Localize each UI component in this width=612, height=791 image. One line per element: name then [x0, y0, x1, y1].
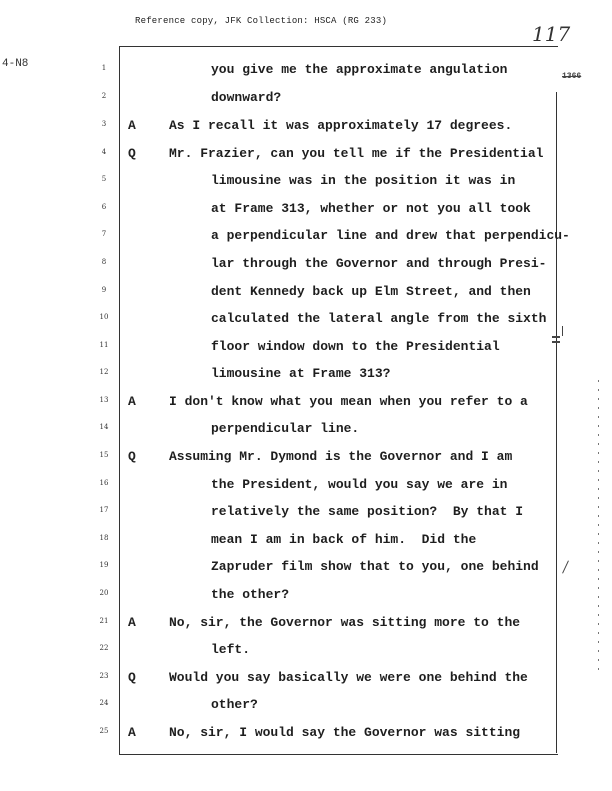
testimony-text: Assuming Mr. Dymond is the Governor and I am — [169, 449, 513, 464]
testimony-text: Zapruder film show that to you, one behind — [211, 559, 539, 574]
line-number: 19 — [99, 561, 109, 569]
speaker-label: Q — [128, 146, 136, 161]
margin-identifier: 4-N8 — [2, 58, 29, 70]
line-number: 13 — [99, 396, 109, 404]
line-number: 23 — [99, 672, 109, 680]
testimony-text: As I recall it was approximately 17 degrees. — [169, 118, 513, 133]
testimony-text: the other? — [211, 587, 290, 602]
speaker-label: A — [128, 615, 136, 630]
testimony-text: at Frame 313, whether or not you all took — [211, 201, 531, 216]
testimony-text: other? — [211, 697, 258, 712]
page-number: 117 — [532, 22, 571, 46]
line-number: 8 — [101, 258, 107, 266]
testimony-text: limousine at Frame 313? — [211, 366, 391, 381]
testimony-text: a perpendicular line and drew that perpendicu- — [211, 228, 570, 243]
margin-tick-mark — [562, 560, 569, 573]
stray-margin-mark: 1366 — [562, 72, 582, 81]
line-number: 22 — [99, 644, 109, 652]
testimony-text: downward? — [211, 90, 282, 105]
line-number: 1 — [101, 64, 107, 72]
line-number: 21 — [99, 617, 109, 625]
line-number: 3 — [101, 120, 107, 128]
testimony-text: Would you say basically we were one behind the — [169, 670, 528, 685]
speaker-label: Q — [128, 449, 136, 464]
margin-tick-mark — [552, 341, 560, 343]
testimony-text: relatively the same position? By that I — [211, 504, 524, 519]
line-number: 16 — [99, 479, 109, 487]
line-number: 7 — [101, 230, 107, 238]
line-number: 2 — [101, 92, 107, 100]
testimony-text: dent Kennedy back up Elm Street, and then — [211, 284, 531, 299]
testimony-text: I don't know what you mean when you refer to a — [169, 394, 528, 409]
testimony-text: floor window down to the Presidential — [211, 339, 500, 354]
speaker-label: A — [128, 725, 136, 740]
line-number: 20 — [99, 589, 109, 597]
testimony-text: No, sir, the Governor was sitting more to the — [169, 615, 521, 630]
margin-tick-mark — [562, 326, 563, 336]
speaker-label: A — [128, 118, 136, 133]
line-number: 24 — [99, 699, 109, 707]
testimony-text: you give me the approximate angulation — [211, 62, 508, 77]
testimony-text: perpendicular line. — [211, 421, 360, 436]
line-number: 15 — [99, 451, 109, 459]
testimony-text: limousine was in the position it was in — [211, 173, 516, 188]
testimony-text: calculated the lateral angle from the sixth — [211, 311, 547, 326]
testimony-text: lar through the Governor and through Presi- — [211, 256, 547, 271]
line-number: 17 — [99, 506, 109, 514]
line-number: 14 — [99, 423, 109, 431]
line-number: 9 — [101, 286, 107, 294]
transcript-frame-right-edge — [556, 92, 557, 753]
testimony-text: Mr. Frazier, can you tell me if the Presidential — [169, 146, 544, 161]
testimony-text: No, sir, I would say the Governor was sitting — [169, 725, 521, 740]
speaker-label: Q — [128, 670, 136, 685]
line-number: 10 — [99, 313, 109, 321]
reference-header: Reference copy, JFK Collection: HSCA (RG 233) — [135, 16, 388, 26]
line-number: 12 — [99, 368, 109, 376]
line-number: 18 — [99, 534, 109, 542]
testimony-text: mean I am in back of him. Did the — [211, 532, 477, 547]
margin-tick-mark — [552, 336, 560, 338]
line-number: 6 — [101, 203, 107, 211]
line-number: 4 — [101, 148, 107, 156]
line-number: 11 — [99, 341, 109, 349]
speaker-label: A — [128, 394, 136, 409]
testimony-text: the President, would you say we are in — [211, 477, 508, 492]
testimony-text: left. — [211, 642, 251, 657]
line-number: 25 — [99, 727, 109, 735]
line-number: 5 — [101, 175, 107, 183]
scan-speckle-column — [598, 380, 599, 670]
